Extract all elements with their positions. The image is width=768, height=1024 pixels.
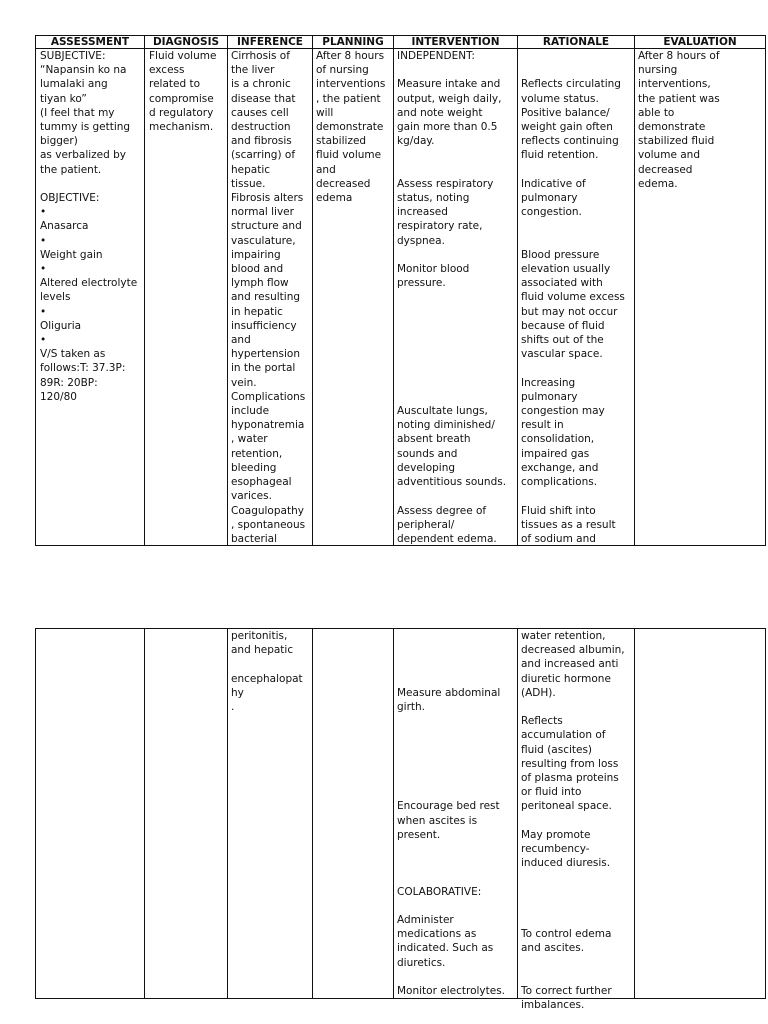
column-divider (312, 629, 313, 998)
evaluation-cell: After 8 hours of nursing interventions, the patient was able to demonstrate stabilized fluid volume and decreased edema. (638, 50, 720, 190)
header-planning: PLANNING (322, 36, 384, 48)
care-plan-table-page-2 (35, 628, 766, 1012)
header-diagnosis: DIAGNOSIS (152, 36, 220, 48)
column-divider (312, 36, 313, 545)
header-assessment: ASSESSMENT (50, 36, 130, 48)
column-divider (393, 36, 394, 545)
header-intervention: INTERVENTION (411, 36, 500, 48)
column-divider (144, 629, 145, 998)
planning-cell: After 8 hours of nursing interventions , the patient will demonstrate stabilized fluid volume and decreased edema (316, 50, 386, 205)
column-divider (634, 36, 635, 545)
column-divider (144, 36, 145, 545)
diagnosis-cell (149, 629, 226, 997)
diagnosis-cell: Fluid volume excess related to compromise d regulatory mechanism. (149, 50, 217, 134)
column-divider (393, 629, 394, 998)
intervention-cell: Measure abdominal girth. Encourage bed rest when ascites is present. COLABORATIVE: Administer medications as indicated. Such as diuretics. Monitor electrolytes. (397, 686, 506, 998)
header-rationale: RATIONALE (542, 36, 610, 48)
column-divider (227, 36, 228, 545)
planning-cell (316, 629, 392, 997)
assessment-cell (40, 629, 142, 997)
table-header-row (36, 36, 765, 49)
column-divider (634, 629, 635, 998)
intervention-cell: INDEPENDENT: Measure intake and output, weigh daily, and note weight gain more than 0.5 kg/day. Assess respiratory status, noting increased respiratory rate, dyspnea. Monitor blood pressure. Auscultate lungs, noting diminished/ absent breath sounds and developing adventitious sounds. Assess degree of peripheral/ dependent edema. (397, 50, 507, 545)
column-divider (227, 629, 228, 998)
evaluation-cell (638, 629, 764, 997)
header-evaluation: EVALUATION (663, 36, 737, 48)
rationale-cell: water retention, decreased albumin, and increased anti diuretic hormone (ADH). Reflects accumulation of fluid (ascites) resulting from loss of plasma proteins or fluid into peritoneal space. May promote recumbency- induced diuresis. To control edema and ascites. To correct further imbalances. (521, 630, 625, 1012)
inference-cell: Cirrhosis of the liver is a chronic disease that causes cell destruction and fibrosis (scarring) of hepatic tissue. Fibrosis alters normal liver structure and vasculature, impairing blood and lymph flow and resulting in hepatic insufficiency and hypertension in the portal vein. Complications include hyponatremia , water retention, bleeding esophageal varices. Coagulopathy , spontaneous bacterial (231, 50, 306, 545)
column-divider (517, 36, 518, 545)
header-inference: INFERENCE (237, 36, 303, 48)
care-plan-table-page-1 (35, 35, 766, 546)
inference-cell: peritonitis, and hepatic encephalopat hy . (231, 630, 303, 714)
column-divider (517, 629, 518, 998)
assessment-cell: SUBJECTIVE: “Napansin ko na lumalaki ang tiyan ko” (I feel that my tummy is getting bigger) as verbalized by the patient. OBJECTIVE: • Anasarca • Weight gain • Altered electrolyte levels • Oliguria • V/S taken as follows:T: 37.3P: 89R: 20BP: 120/80 (40, 50, 138, 403)
rationale-cell: Reflects circulating volume status. Positive balance/ weight gain often reflects continuing fluid retention. Indicative of pulmonary congestion. Blood pressure elevation usually associated with fluid volume excess but may not occur because of fluid shifts out of the vascular space. Increasing pulmonary congestion may result in consolidation, impaired gas exchange, and complications. Fluid shift into tissues as a result of sodium and (521, 78, 625, 545)
